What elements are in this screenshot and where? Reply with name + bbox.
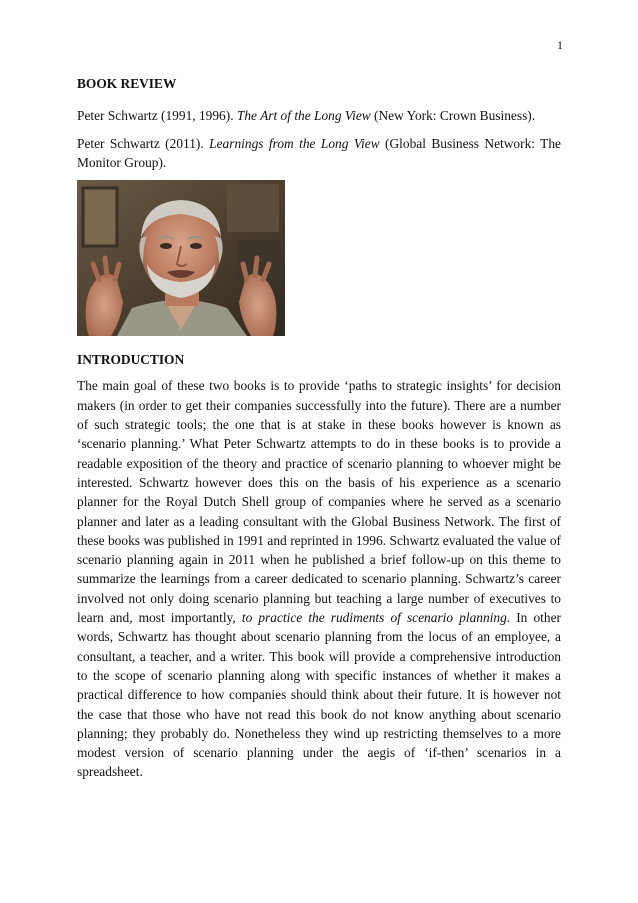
introduction-emphasis: to practice the rudiments of scenario planning	[241, 610, 507, 626]
citation-1-publisher: (New York: Crown Business).	[370, 108, 536, 124]
citation-2-author: Peter Schwartz (2011).	[77, 135, 210, 151]
introduction-text-part-1: The main goal of these two books is to provide ‘paths to strategic insights’ for decision makers (in order to get their companies successfully into the future). There are a number of such strategic tools; the one that is at stake in these books however is known as ‘scenario planning.’ What Peter Schwartz attempts to do in these books is to provide a readable exposition of the theory and practice of scenario planning to whoever might be interested. Schwartz however does this on the basis of his experience as a scenario planner for the Royal Dutch Shell group of companies where he served as a scenario planner and later as a leading consultant with the Global Business Network. The first of these books was published in 1991 and reprinted in 1996. Schwartz evaluated the value of scenario planning again in 2011 when he published a brief follow-up on this theme to summarize the learnings from a career dedicated to scenario planning. Schwartz’s career involved not only doing scenario planning but teaching a large number of executives to learn and, most importantly,	[77, 378, 561, 626]
citation-1-author: Peter Schwartz (1991, 1996).	[77, 108, 237, 124]
citation-2	[77, 134, 561, 173]
citation-2-title: Learnings from the Long View	[209, 135, 380, 151]
introduction-paragraph	[77, 376, 561, 781]
section-heading-book-review: BOOK REVIEW	[77, 76, 177, 91]
page-number: 1	[557, 38, 563, 52]
citation-1-title: The Art of the Long View	[236, 108, 371, 124]
introduction-text-part-2: . In other words, Schwartz has thought about scenario planning from the locus of an employee, a consultant, a teacher, and a writer. This book will provide a comprehensive introduction to the scope of scenario planning along with specific instances of whether it makes a practical difference to how companies should think about their future. It is however not the case that those who have not read this book do not know anything about scenario planning; they probably do. Nonetheless they wind up restricting themselves to a more modest version of scenario planning under the aegis of ‘if-then’ scenarios in a spreadsheet.	[77, 610, 561, 780]
citation-2-publisher: (Global Business Network: The Monitor Group).	[77, 135, 561, 170]
citation-1	[77, 106, 561, 125]
section-heading-introduction: INTRODUCTION	[77, 352, 185, 368]
page-content	[77, 74, 561, 782]
author-photo	[77, 180, 285, 336]
